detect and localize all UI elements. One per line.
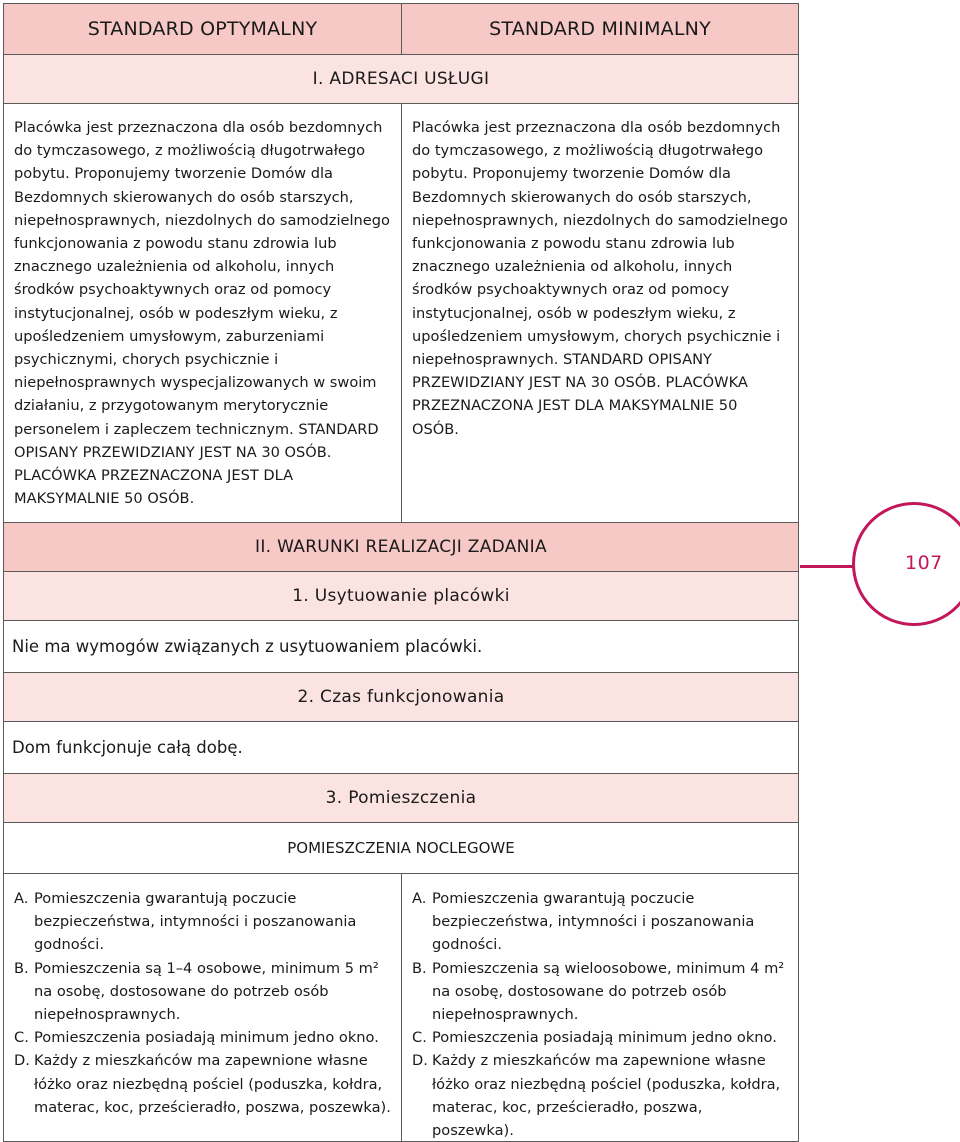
subsection-title-hours: 2. Czas funkcjonowania bbox=[3, 673, 799, 722]
list-item bbox=[14, 1049, 391, 1119]
hours-text: Dom funkcjonuje całą dobę. bbox=[3, 722, 799, 774]
rooms-optimal bbox=[4, 874, 401, 1141]
recipients-minimal-text: Placówka jest przeznaczona dla osób bezdomnych do tymczasowego, z możliwością długotrwałego pobytu. Proponujemy tworzenie Domów dla Bezdomnych skierowanych do osób starszych, niepełnosprawnych, niezdolnych do samodzielnego funkcjonowania z powodu stanu zdrowia lub znacznego uzależnienia od alkoholu, innych środków psychoaktywnych oraz od pomocy instytucjonalnej, osób w podeszłym wieku, z upośledzeniem umysłowym, chorych psychicznie i niepełnosprawnych. STANDARD OPISANY PRZEWIDZIANY JEST NA 30 OSÓB. PLACÓWKA PRZEZNACZONA JEST DLA MAKSYMALNIE 50 OSÓB. bbox=[401, 104, 798, 522]
recipients-optimal-text: Placówka jest przeznaczona dla osób bezdomnych do tymczasowego, z możliwością długotrwałego pobytu. Proponujemy tworzenie Domów dla Bezdomnych skierowanych do osób starszych, niepełnosprawnych, niezdolnych do samodzielnego funkcjonowania z powodu stanu zdrowia lub znacznego uzależnienia od alkoholu, innych środków psychoaktywnych oraz od pomocy instytucjonalnej, osób w podeszłym wieku, z upośledzeniem umysłowym, zaburzeniami psychicznymi, chorych psychicznie i niepełnosprawnych wyspecjalizowanych w swoim działaniu, z przygotowanym merytorycznie personelem i zapleczem technicznym. STANDARD OPISANY PRZEWIDZIANY JEST NA 30 OSÓB. PLACÓWKA PRZEZNACZONA JEST DLA MAKSYMALNIE 50 OSÓB. bbox=[14, 119, 390, 508]
header-optimal: STANDARD OPTYMALNY bbox=[87, 18, 318, 40]
page-number: 107 bbox=[905, 552, 943, 574]
list-item-text: Pomieszczenia gwarantują poczucie bezpieczeństwa, intymności i poszanowania godności. bbox=[432, 890, 755, 954]
list-item-label: B. bbox=[14, 959, 29, 977]
recipients-row bbox=[3, 104, 799, 523]
standards-table bbox=[3, 3, 799, 1142]
list-item bbox=[14, 957, 391, 1027]
list-item-label: D. bbox=[14, 1052, 30, 1070]
list-item bbox=[412, 1026, 788, 1049]
list-item-text: Pomieszczenia posiadają minimum jedno okno. bbox=[34, 1029, 379, 1047]
list-item-text: Pomieszczenia są 1–4 osobowe, minimum 5 m² na osobę, dostosowane do potrzeb osób niepełnosprawnych. bbox=[34, 959, 379, 1024]
list-item-text: Pomieszczenia gwarantują poczucie bezpieczeństwa, intymności i poszanowania godności. bbox=[34, 890, 357, 954]
rooms-optimal-list bbox=[4, 874, 401, 1119]
list-item bbox=[412, 887, 788, 957]
list-item bbox=[14, 887, 391, 957]
subsection-title-location: 1. Usytuowanie placówki bbox=[3, 572, 799, 621]
list-item-text: Pomieszczenia są wieloosobowe, minimum 4 m² na osobę, dostosowane do potrzeb osób niepełnosprawnych. bbox=[432, 959, 785, 1024]
rooms-heading: POMIESZCZENIA NOCLEGOWE bbox=[3, 823, 799, 874]
list-item-label: A. bbox=[14, 890, 29, 907]
list-item bbox=[412, 1049, 788, 1142]
rooms-row bbox=[3, 874, 799, 1142]
rooms-minimal-list bbox=[402, 874, 798, 1142]
list-item-text: Pomieszczenia posiadają minimum jedno okno. bbox=[432, 1029, 777, 1047]
location-text: Nie ma wymogów związanych z usytuowaniem placówki. bbox=[3, 621, 799, 673]
table-header-row bbox=[3, 3, 799, 55]
list-item-label: C. bbox=[14, 1029, 29, 1047]
list-item bbox=[412, 957, 788, 1027]
header-minimal: STANDARD MINIMALNY bbox=[401, 4, 798, 54]
list-item-label: A. bbox=[412, 890, 427, 907]
list-item-label: C. bbox=[412, 1029, 427, 1047]
subsection-title-rooms: 3. Pomieszczenia bbox=[3, 774, 799, 823]
list-item-text: Każdy z mieszkańców ma zapewnione własne łóżko oraz niezbędną pościel (poduszka, kołdra, materac, koc, prześcieradło, poszwa, poszewka). bbox=[432, 1052, 781, 1140]
list-item-text: Każdy z mieszkańców ma zapewnione własne łóżko oraz niezbędną pościel (poduszka, kołdra, materac, koc, prześcieradło, poszwa, poszewka). bbox=[34, 1052, 391, 1116]
list-item-label: D. bbox=[412, 1052, 428, 1070]
list-item-label: B. bbox=[412, 959, 427, 977]
list-item bbox=[14, 1026, 391, 1049]
section-title-conditions: II. WARUNKI REALIZACJI ZADANIA bbox=[3, 523, 799, 572]
rooms-minimal bbox=[401, 874, 798, 1141]
section-title-recipients: I. ADRESACI USŁUGI bbox=[3, 55, 799, 104]
page-badge-connector bbox=[800, 565, 855, 568]
